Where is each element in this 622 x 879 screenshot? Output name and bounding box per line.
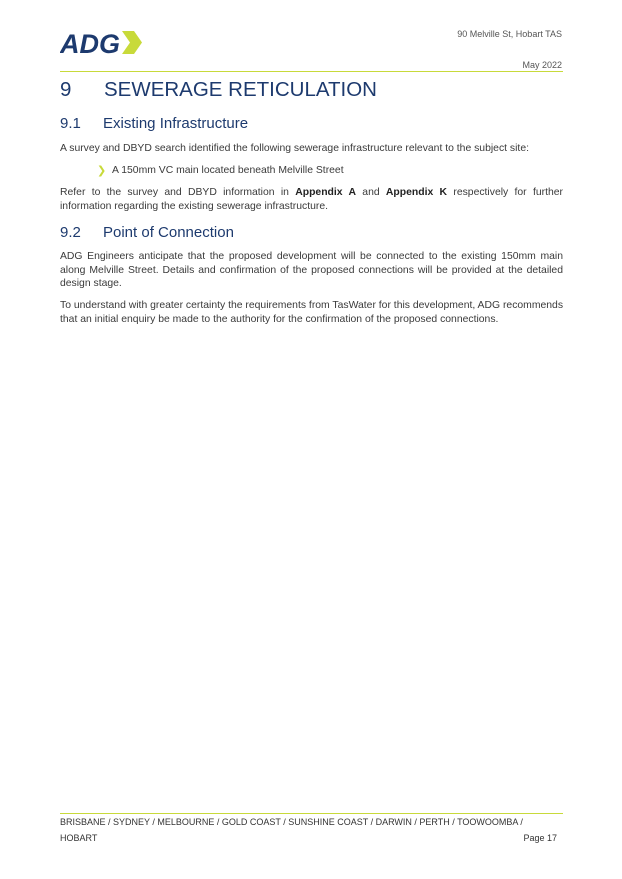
subsection-number: 9.2 bbox=[60, 224, 81, 241]
footer-divider bbox=[60, 813, 563, 814]
header-date: May 2022 bbox=[522, 60, 562, 70]
ref-text: Refer to the survey and DBYD information in bbox=[60, 187, 296, 198]
reference-paragraph bbox=[60, 186, 563, 213]
list-item bbox=[97, 164, 344, 177]
footer-cities: BRISBANE / SYDNEY / MELBOURNE / GOLD COAST / SUNSHINE COAST / DARWIN / PERTH / TOOWOOMBA / bbox=[60, 817, 523, 827]
appendix-k-ref: Appendix K bbox=[385, 187, 448, 198]
connection-paragraph: ADG Engineers anticipate that the proposed development will be connected to the existing 150mm main along Melville Street. Details and confirmation of the proposed connections will be provided at the detailed design stage. bbox=[60, 251, 563, 290]
logo-chevron-icon bbox=[122, 31, 142, 54]
ref-text: respectively for further information regarding the existing sewerage infrastructure. bbox=[60, 187, 563, 212]
footer-cities-continued: HOBART bbox=[60, 833, 98, 843]
header-address: 90 Melville St, Hobart TAS bbox=[457, 29, 562, 39]
subsection-number: 9.1 bbox=[60, 115, 81, 132]
ref-text: and bbox=[355, 187, 386, 198]
section-number: 9 bbox=[60, 78, 72, 101]
subsection-title: Existing Infrastructure bbox=[103, 115, 249, 132]
page-number: Page 17 bbox=[523, 833, 557, 843]
chevron-bullet-icon: ❯ bbox=[97, 165, 107, 177]
taswater-paragraph: To understand with greater certainty the requirements from TasWater for this development, ADG recommends that an initial enquiry be made to the authority for the confirmation of the proposed connections. bbox=[60, 300, 564, 325]
intro-paragraph: A survey and DBYD search identified the following sewerage infrastructure relevant to the subject site: bbox=[60, 143, 529, 154]
subsection-title: Point of Connection bbox=[103, 224, 234, 241]
list-item-text: A 150mm VC main located beneath Melville Street bbox=[112, 165, 344, 176]
appendix-a-ref: Appendix A bbox=[295, 187, 356, 198]
logo-text: ADG bbox=[60, 29, 120, 56]
section-title: SEWERAGE RETICULATION bbox=[104, 78, 377, 101]
subsection-heading-connection bbox=[60, 224, 234, 241]
section-heading bbox=[60, 78, 377, 102]
subsection-heading-existing bbox=[60, 115, 248, 132]
adg-logo bbox=[60, 29, 142, 56]
header-divider bbox=[60, 71, 563, 72]
